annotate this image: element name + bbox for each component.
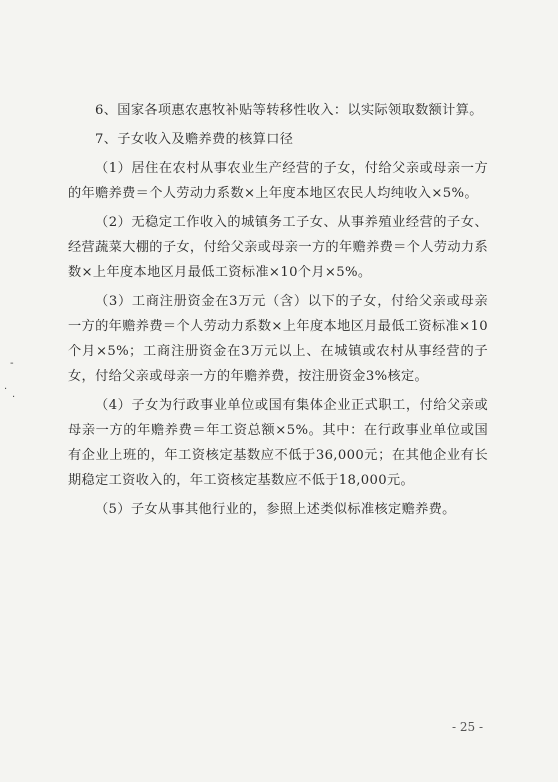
margin-mark: -	[10, 358, 14, 369]
document-body	[68, 98, 488, 526]
paragraph-clause-2: （2）无稳定工作收入的城镇务工子女、从事养殖业经营的子女、经营蔬菜大棚的子女，付给父亲或母亲一方的年赡养费＝个人劳动力系数×上年度本地区月最低工资标准×10个月×5%。	[68, 215, 488, 280]
paragraph-item-6: 6、国家各项惠农惠牧补贴等转移性收入：以实际领取数额计算。	[95, 103, 483, 118]
margin-mark: ·	[12, 392, 16, 403]
paragraph-clause-4: （4）子女为行政事业单位或国有集体企业正式职工，付给父亲或母亲一方的年赡养费＝年工资总额×5%。其中：在行政事业单位或国有企业上班的，年工资核定基数应不低于36,000元；在其他企业有长期稳定工资收入的，年工资核定基数应不低于18,000元。	[68, 398, 488, 488]
page-number: - 25 -	[451, 720, 483, 734]
paragraph-heading-7: 7、子女收入及赡养费的核算口径	[95, 132, 294, 147]
paragraph-clause-5: （5）子女从事其他行业的，参照上述类似标准核定赡养费。	[95, 502, 456, 517]
paragraph-clause-3: （3）工商注册资金在3万元（含）以下的子女，付给父亲或母亲一方的年赡养费＝个人劳动力系数×上年度本地区月最低工资标准×10个月×5%；工商注册资金在3万元以上、在城镇或农村从事经营的子女，付给父亲或母亲一方的年赡养费，按注册资金3%核定。	[68, 294, 488, 384]
paragraph-clause-1: （1）居住在农村从事农业生产经营的子女，付给父亲或母亲一方的年赡养费＝个人劳动力系数×上年度本地区农民人均纯收入×5%。	[68, 161, 488, 201]
margin-mark: ·	[4, 384, 8, 395]
